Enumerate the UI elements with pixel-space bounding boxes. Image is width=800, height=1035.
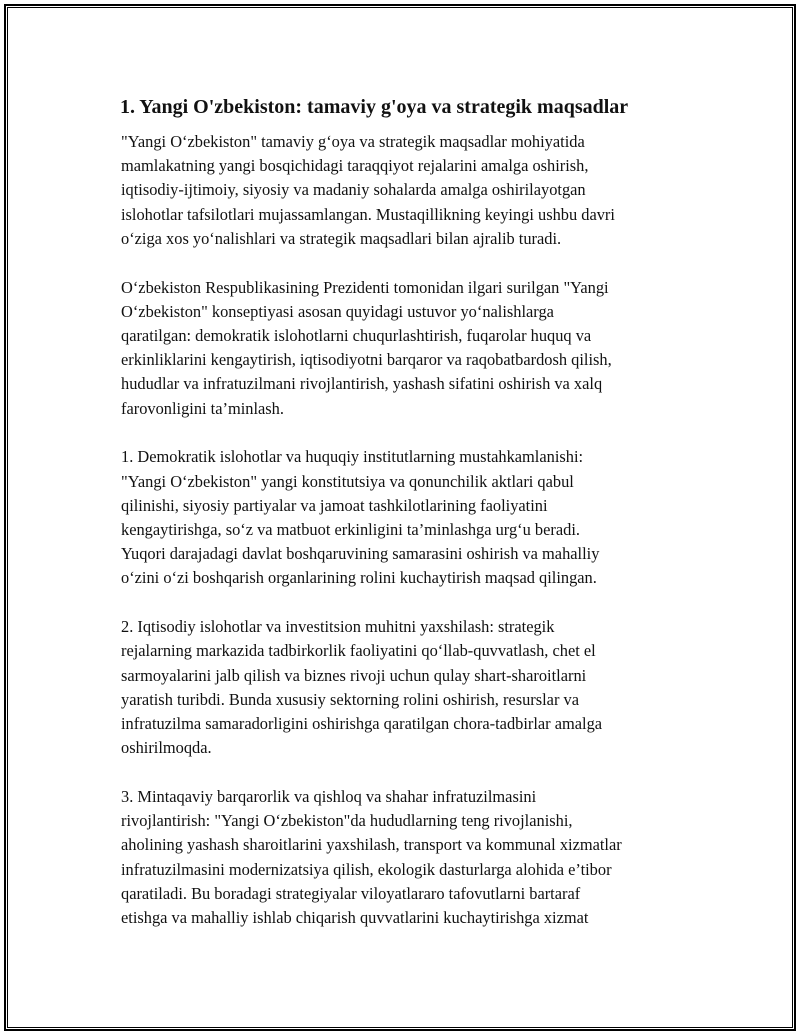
text-line: O‘zbekiston Respublikasining Prezidenti tomonidan ilgari surilgan "Yangi <box>121 277 609 297</box>
text-line: aholining yashash sharoitlarini yaxshilash, transport va kommunal xizmatlar <box>121 835 622 855</box>
text-line: qaratiladi. Bu boradagi strategiyalar viloyatlararo tafovutlarni bartaraf <box>121 883 581 903</box>
paragraph-point-3 <box>121 785 685 930</box>
text-line: 2. Iqtisodiy islohotlar va investitsion muhitni yaxshilash: strategik <box>121 617 555 637</box>
text-line: 3. Mintaqaviy barqarorlik va qishloq va shahar infratuzilmasini <box>121 787 537 807</box>
text-line: "Yangi O‘zbekiston" tamaviy g‘oya va strategik maqsadlar mohiyatida <box>121 132 585 151</box>
text-line: mamlakatning yangi bosqichidagi taraqqiyot rejalarini amalga oshirish, <box>121 156 589 176</box>
text-line: rejalarning markazida tadbirkorlik faoliyatini qo‘llab-quvvatlash, chet el <box>121 641 596 661</box>
text-line: Yuqori darajadagi davlat boshqaruvining samarasini oshirish va mahalliy <box>121 544 600 564</box>
document-body <box>119 94 685 955</box>
text-line: qaratilgan: demokratik islohotlarni chuqurlashtirish, fuqarolar huquq va <box>121 326 592 346</box>
text-line: 1. Demokratik islohotlar va huquqiy institutlarning mustahkamlanishi: <box>121 447 584 467</box>
text-line: kengaytirishga, so‘z va matbuot erkinligini ta’minlashga urg‘u beradi. <box>121 520 580 540</box>
text-line: o‘zini o‘zi boshqarish organlarining rolini kuchaytirish maqsad qilingan. <box>121 568 597 588</box>
text-line: iqtisodiy-ijtimoiy, siyosiy va madaniy sohalarda amalga oshirilayotgan <box>121 180 586 200</box>
paragraph-concept <box>121 276 685 421</box>
paragraph-point-1 <box>121 445 685 590</box>
text-line: o‘ziga xos yo‘nalishlari va strategik maqsadlari bilan ajralib turadi. <box>121 228 562 248</box>
text-line: oshirilmoqda. <box>121 738 212 758</box>
text-line: etishga va mahalliy ishlab chiqarish quvvatlarini kuchaytirishga xizmat <box>121 908 589 928</box>
text-line: infratuzilma samaradorligini oshirishga qaratilgan chora-tadbirlar amalga <box>121 714 603 734</box>
document-title: 1. Yangi O'zbekiston: tamaviy g'oya va strategik maqsadlar <box>120 96 629 118</box>
text-line: "Yangi O‘zbekiston" yangi konstitutsiya va qonunchilik aktlari qabul <box>121 471 574 491</box>
text-line: islohotlar tafsilotlari mujassamlangan. Mustaqillikning keyingi ushbu davri <box>121 204 615 224</box>
text-line: qilinishi, siyosiy partiyalar va jamoat tashkilotlarining faoliyatini <box>121 495 548 515</box>
text-line: hududlar va infratuzilmani rivojlantirish, yashash sifatini oshirish va xalq <box>121 374 603 394</box>
text-line: sarmoyalarini jalb qilish va biznes rivoji uchun qulay shart-sharoitlarni <box>121 665 587 685</box>
text-line: infratuzilmasini modernizatsiya qilish, ekologik dasturlarga alohida e’tibor <box>121 859 612 879</box>
text-line: erkinliklarini kengaytirish, iqtisodiyotni barqaror va raqobatbardosh qilish, <box>121 350 612 370</box>
page-border <box>4 4 796 1031</box>
text-line: rivojlantirish: "Yangi O‘zbekiston"da hududlarning teng rivojlanishi, <box>121 811 573 831</box>
text-line: farovonligini ta’minlash. <box>121 398 284 418</box>
paragraph-intro <box>121 130 685 251</box>
text-line: O‘zbekiston" konseptiyasi asosan quyidagi ustuvor yo‘nalishlarga <box>121 301 554 321</box>
text-line: yaratish turibdi. Bunda xususiy sektorning rolini oshirish, resurslar va <box>121 689 579 709</box>
paragraph-point-2 <box>121 615 685 760</box>
